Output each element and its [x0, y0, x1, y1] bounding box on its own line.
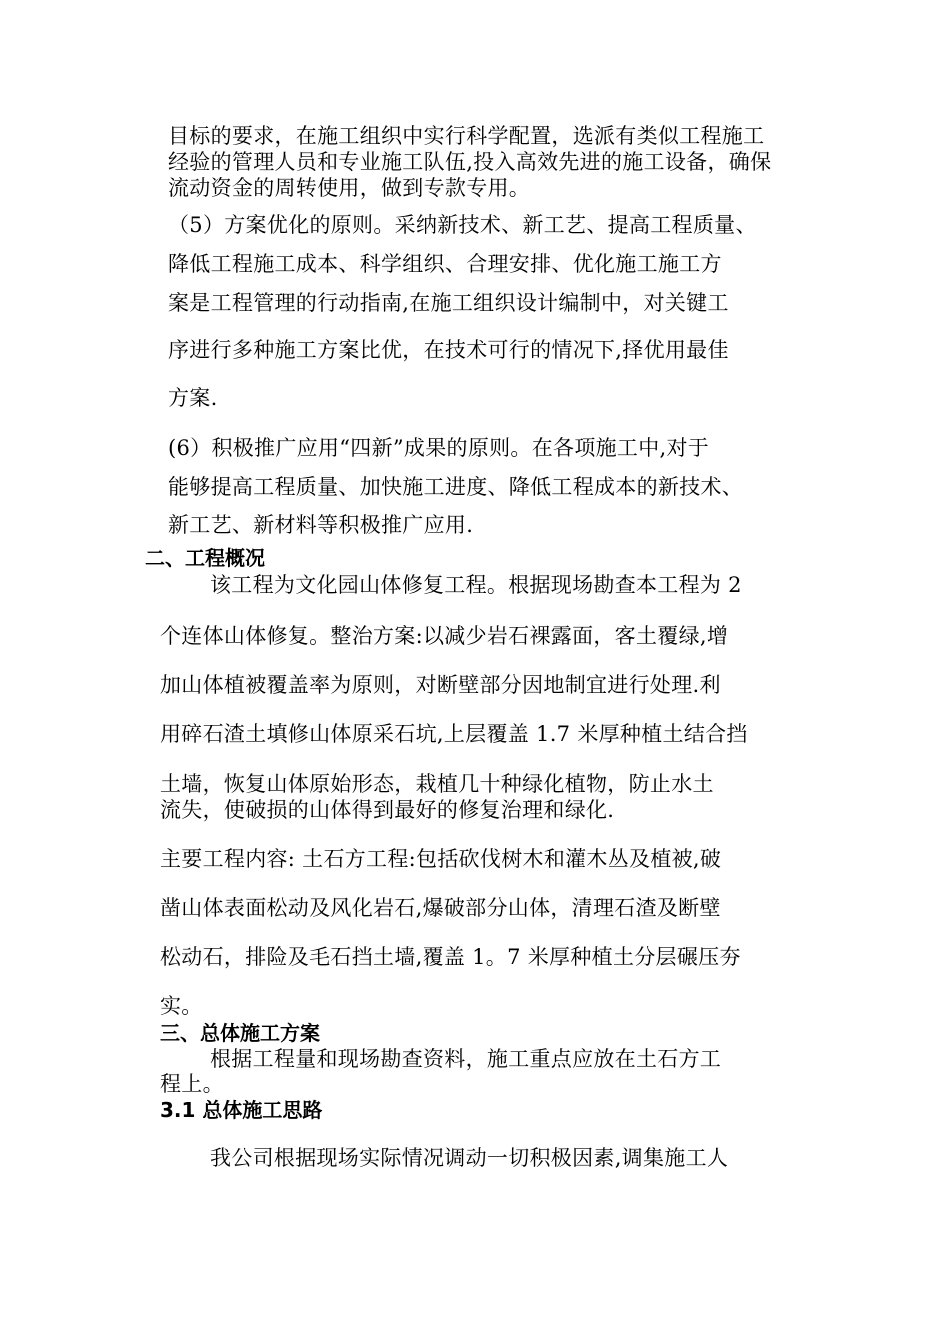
- subsection-heading: 3.1 总体施工思路: [160, 1098, 323, 1122]
- paragraph-line: 用碎石渣土填修山体原采石坑,上层覆盖 1.7 米厚种植土结合挡: [160, 722, 748, 746]
- paragraph-line: 主要工程内容: 土石方工程:包括砍伐树木和灌木丛及植被,破: [160, 847, 722, 871]
- paragraph-line: 能够提高工程质量、加快施工进度、降低工程成本的新技术、: [168, 475, 744, 499]
- paragraph-line: 目标的要求，在施工组织中实行科学配置，选派有类似工程施工: [168, 124, 765, 148]
- paragraph-line: 经验的管理人员和专业施工队伍,投入高效先进的施工设备，确保: [168, 150, 772, 174]
- section-heading: 三、总体施工方案: [160, 1021, 320, 1045]
- paragraph-line: 程上。: [160, 1072, 224, 1096]
- section-heading: 二、工程概况: [145, 546, 265, 570]
- paragraph-line: 方案.: [168, 386, 218, 410]
- paragraph-line: 流失，使破损的山体得到最好的修复治理和绿化.: [160, 798, 615, 822]
- paragraph-line: 案是工程管理的行动指南,在施工组织设计编制中，对关键工: [168, 291, 729, 315]
- paragraph-line: 凿山体表面松动及风化岩石,爆破部分山体，清理石渣及断壁: [160, 896, 721, 920]
- paragraph-line: 该工程为文化园山体修复工程。根据现场勘查本工程为 2: [210, 573, 742, 597]
- paragraph-line: 序进行多种施工方案比优，在技术可行的情况下,择优用最佳: [168, 338, 729, 362]
- paragraph-line: (6）积极推广应用“四新”成果的原则。在各项施工中,对于: [168, 436, 710, 460]
- paragraph-line: 我公司根据现场实际情况调动一切积极因素,调集施工人: [210, 1146, 729, 1170]
- paragraph-line: 降低工程施工成本、科学组织、合理安排、优化施工施工方: [168, 252, 722, 276]
- paragraph-line: （5）方案优化的原则。采纳新技术、新工艺、提高工程质量、: [168, 213, 757, 237]
- paragraph-line: 根据工程量和现场勘查资料，施工重点应放在土石方工: [210, 1047, 722, 1071]
- paragraph-line: 新工艺、新材料等积极推广应用.: [168, 513, 474, 537]
- paragraph-line: 实。: [160, 994, 203, 1018]
- paragraph-line: 土墙，恢复山体原始形态，栽植几十种绿化植物，防止水土: [160, 772, 714, 796]
- paragraph-line: 个连体山体修复。整治方案:以减少岩石裸露面，客土覆绿,增: [160, 624, 729, 648]
- paragraph-line: 松动石，排险及毛石挡土墙,覆盖 1。7 米厚种植土分层碾压夯: [160, 945, 741, 969]
- paragraph-line: 流动资金的周转使用，做到专款专用。: [168, 176, 531, 200]
- paragraph-line: 加山体植被覆盖率为原则，对断壁部分因地制宜进行处理.利: [160, 673, 721, 697]
